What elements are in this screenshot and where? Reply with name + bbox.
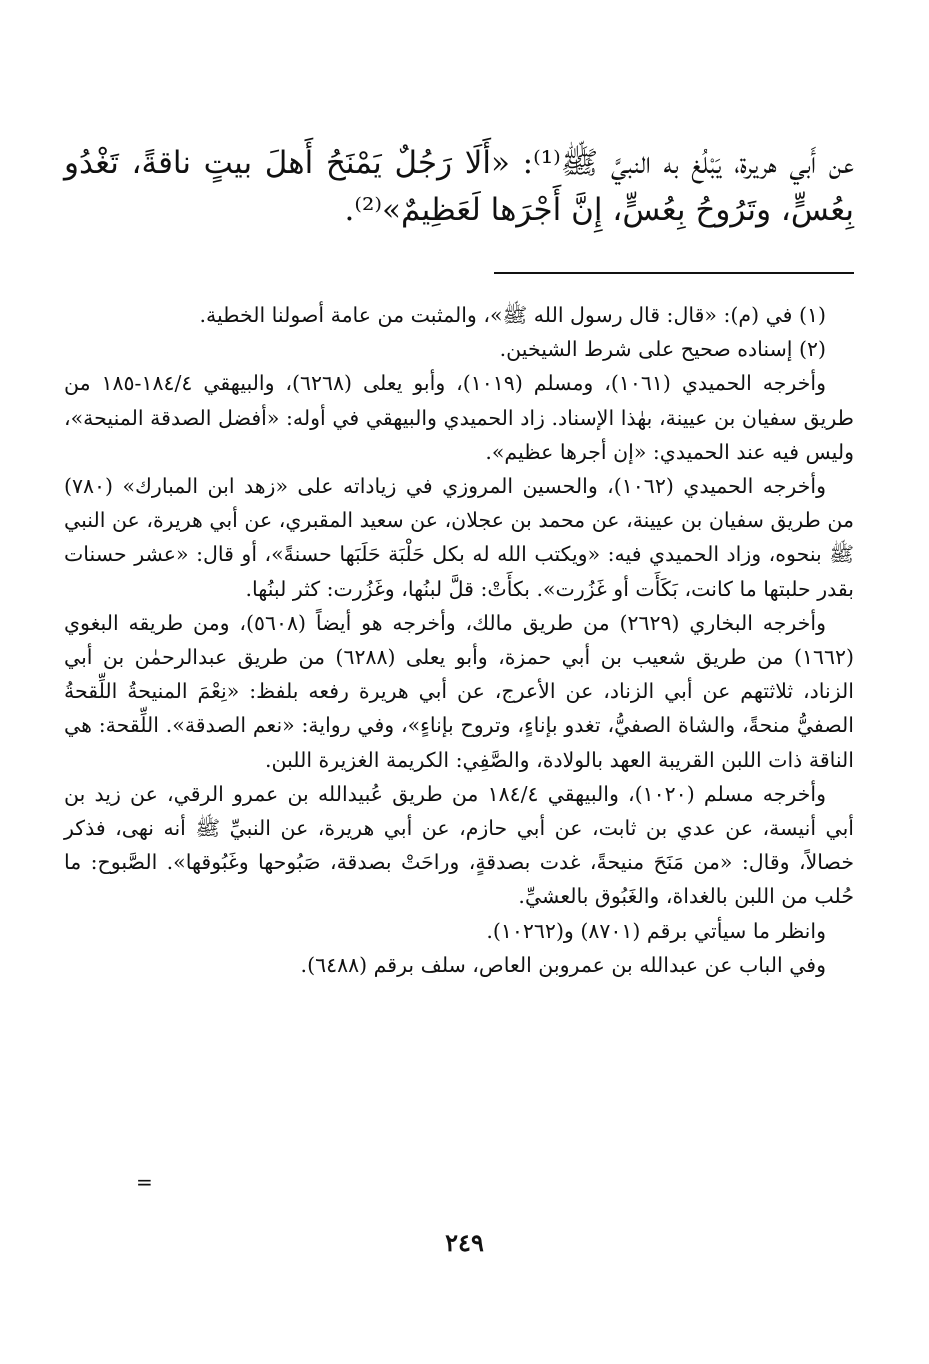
hadith-text: عن أَبي هريرة، يَبْلُغ به النبيَّ ﷺ⁽¹⁾: «أَلَا رَجُلٌ يَمْنَحُ أَهلَ بيتٍ ناقةً، تَغْدُو بِعُسٍّ، وتَرُوحُ بِعُسٍّ، إِنَّ أَجْرَها لَعَظِيمٌ»⁽²⁾. <box>64 145 854 228</box>
footnote-paragraph: وأخرجه الحميدي (١٠٦٢)، والحسين المروزي في زياداته على «زهد ابن المبارك» (٧٨٠) من طريق سفيان بن عيينة، عن محمد بن عجلان، عن سعيد المقبري، عن أبي هريرة، عن النبي ﷺ بنحوه، وزاد الحميدي فيه: «ويكتب الله له بكل حَلْبَة حَلَبَها حسنةً»، أو قال: «عشر حسنات بقدر حلبتها ما كانت، بَكَأَت أو غَزُرت». بكأَتْ: قلَّ لبنُها، وغَزُرت: كثر لبنُها. <box>64 474 854 601</box>
footnote-paragraph: وأخرجه مسلم (١٠٢٠)، والبيهقي ١٨٤/٤ من طريق عُبيدالله بن عمرو الرقي، عن زيد بن أبي أنيسة، عن عدي بن ثابت، عن أبي حازم، عن أبي هريرة، عن النبيِّ ﷺ أنه نهى، فذكر خصالاً، وقال: «من مَنَحَ منيحةً، غدت بصدقةٍ، وراحَتْ بصدقة، صَبُوحها وغَبُوقها». الصَّبوح: ما حُلب من اللبن بالغداة، والغَبُوق بالعشيِّ. <box>64 781 854 909</box>
footnote-paragraph: وأخرجه البخاري (٢٦٢٩) من طريق مالك، وأخرجه هو أيضاً (٥٦٠٨)، ومن طريقه البغوي (١٦٦٢) من طريق شعيب بن أبي حمزة، وأبو يعلى (٦٢٨٨) من طريق عبدالرحمٰن بن أبي الزناد، ثلاثتهم عن أبي الزناد، عن الأعرج، عن أبي هريرة رفعه بلفظ: «نِعْمَ المنيحةُ اللِّقحةُ الصفيُّ منحةً، والشاة الصفيُّ، تغدو بإناءٍ، وتروح بإناءٍ»، وفي رواية: «نعم الصدقة». اللِّقحة: هي الناقة ذات اللبن القريبة العهد بالولادة، والصَّفِي: الكريمة الغزيرة اللبن. <box>64 610 854 772</box>
page-number: ٢٤٩ <box>445 1228 484 1257</box>
footnote-paragraph: وانظر ما سيأتي برقم (٨٧٠١) و(١٠٢٦٢). <box>486 918 826 943</box>
footnotes <box>64 298 854 982</box>
footnote-2: (٢) إسناده صحيح على شرط الشيخين. <box>499 337 826 362</box>
footnote-divider <box>494 272 854 274</box>
footnote-paragraph: وفي الباب عن عبدالله بن عمروبن العاص، سلف برقم (٦٤٨٨). <box>300 952 826 977</box>
footnote-1: (١) في (م): «قال: قال رسول الله ﷺ»، والمثبت من عامة أصولنا الخطية. <box>199 303 826 327</box>
footnote-paragraph: وأخرجه الحميدي (١٠٦١)، ومسلم (١٠١٩)، وأبو يعلى (٦٢٦٨)، والبيهقي ١٨٤/٤-١٨٥ من طريق سفيان بن عيينة، بهٰذا الإسناد. زاد الحميدي والبيهقي في أوله: «أفضل الصدقة المنيحة»، وليس فيه عند الحميدي: «إن أجرها عظيم». <box>64 371 854 464</box>
continuation-mark: = <box>136 1170 153 1194</box>
